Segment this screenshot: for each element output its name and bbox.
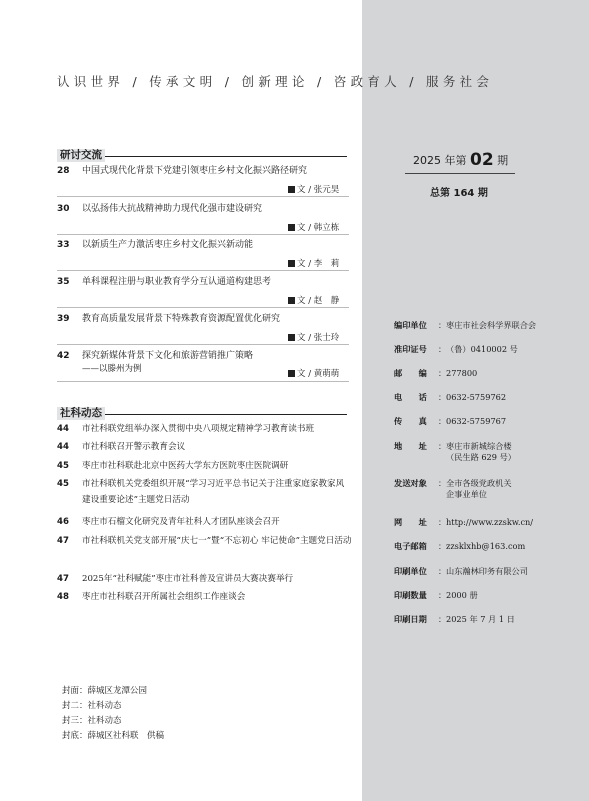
entry-author: 文 / 黄萌萌 (288, 367, 339, 379)
entry-title: 市社科联机关党委组织开展“学习习近平总书记关于注重家庭家教家风建设重要论述”主题党日活动 (82, 479, 345, 505)
divider (57, 344, 349, 345)
info-row: 电子邮箱 ：zzsklxhb@163.com (394, 541, 526, 551)
credit-line: 封面：薛城区龙潭公园 (62, 686, 148, 696)
entry-title: 单科课程注册与职业教育学分互认通道构建思考 (82, 277, 272, 287)
info-row: 地 址 ：枣庄市新城综合楼 （民生路 629 号） (394, 441, 516, 462)
credit-line: 封底：薛城区社科联 供稿 (62, 731, 165, 741)
credit-line: 封二：社科动态 (62, 701, 122, 711)
entry-page: 39 (57, 314, 70, 324)
entry-author: 文 / 张士玲 (288, 331, 339, 343)
square-bullet-icon (288, 186, 295, 193)
entry-title: 市社科联机关党支部开展“庆七一”暨“不忘初心 牢记使命”主题党日活动 (82, 536, 352, 546)
divider (405, 173, 515, 174)
entry-title: 以弘扬伟大抗战精神助力现代化强市建设研究 (82, 204, 263, 214)
entry-author: 文 / 李 莉 (288, 257, 339, 269)
entry-page: 30 (57, 204, 70, 214)
entry-page: 42 (57, 351, 70, 361)
entry-title: 枣庄市石榴文化研究及青年社科人才团队座谈会召开 (82, 517, 280, 527)
entry-page: 47 (57, 536, 69, 546)
entry-subtitle: ——以滕州为例 (82, 364, 142, 374)
section-heading-news: 社科动态 (57, 401, 347, 415)
info-row: 印刷单位 ：山东瀚林印务有限公司 (394, 566, 528, 576)
info-row: 发送对象 ：全市各级党政机关 企事业单位 (394, 478, 512, 499)
square-bullet-icon (288, 370, 295, 377)
issue-number: 2025 年第 02 期 (413, 150, 509, 170)
entry-page: 44 (57, 424, 69, 434)
entry-author: 文 / 赵 静 (288, 294, 339, 306)
divider (57, 234, 349, 235)
info-row: 电 话 ：0632-5759762 (394, 392, 507, 402)
entry-page: 46 (57, 517, 69, 527)
info-row: 印刷日期 ：2025 年 7 月 1 日 (394, 614, 515, 624)
entry-title: 市社科联召开警示教育会议 (82, 442, 186, 452)
entry-page: 48 (57, 592, 69, 602)
entry-page: 33 (57, 240, 70, 250)
info-row: 印刷数量 ：2000 册 (394, 590, 478, 600)
entry-page: 35 (57, 277, 70, 287)
journal-motto: 认识世界 / 传承文明 / 创新理论 / 咨政育人 / 服务社会 (57, 74, 494, 89)
entry-title: 2025年“社科赋能”枣庄市社科普及宣讲员大赛决赛举行 (82, 574, 294, 584)
entry-title: 枣庄市社科联赴北京中医药大学东方医院枣庄医院调研 (82, 461, 289, 471)
entry-author: 文 / 张元昊 (288, 183, 339, 195)
square-bullet-icon (288, 260, 295, 267)
divider (57, 381, 349, 382)
square-bullet-icon (288, 224, 295, 231)
entry-title: 探究新媒体背景下文化和旅游营销推广策略 (82, 351, 254, 361)
info-row: 准印证号 ：（鲁）0410002 号 (394, 344, 518, 354)
info-row: 传 真 ：0632-5759767 (394, 416, 507, 426)
credit-line: 封三：社科动态 (62, 716, 122, 726)
square-bullet-icon (288, 334, 295, 341)
square-bullet-icon (288, 297, 295, 304)
entry-page: 47 (57, 574, 69, 584)
entry-page: 28 (57, 166, 70, 176)
divider (57, 307, 349, 308)
website-link[interactable]: http://www.zzskw.cn/ (446, 517, 534, 527)
entry-page: 45 (57, 479, 69, 489)
divider (57, 196, 349, 197)
entry-page: 44 (57, 442, 69, 452)
section-heading-research: 研讨交流 (57, 143, 347, 157)
entry-title: 市社科联党组举办深入贯彻中央八项规定精神学习教育读书班 (82, 424, 315, 434)
entry-title: 以新质生产力激活枣庄乡村文化振兴新动能 (82, 240, 254, 250)
email-link[interactable]: zzsklxhb@163.com (446, 541, 526, 551)
issue-number-value: 02 (470, 150, 494, 170)
info-row: 编印单位 ：枣庄市社会科学界联合会 (394, 320, 537, 330)
entry-page: 45 (57, 461, 69, 471)
entry-author: 文 / 韩立栋 (288, 221, 339, 233)
entry-title: 枣庄市社科联召开所属社会组织工作座谈会 (82, 592, 246, 602)
info-row: 邮 编 ：277800 (394, 368, 478, 378)
total-issue: 总第 164 期 (430, 188, 488, 199)
info-row: 网 址 ：http://www.zzskw.cn/ (394, 517, 534, 527)
entry-title: 中国式现代化背景下党建引领枣庄乡村文化振兴路径研究 (82, 166, 308, 176)
entry-title: 教育高质量发展背景下特殊教育资源配置优化研究 (82, 314, 281, 324)
divider (57, 270, 349, 271)
